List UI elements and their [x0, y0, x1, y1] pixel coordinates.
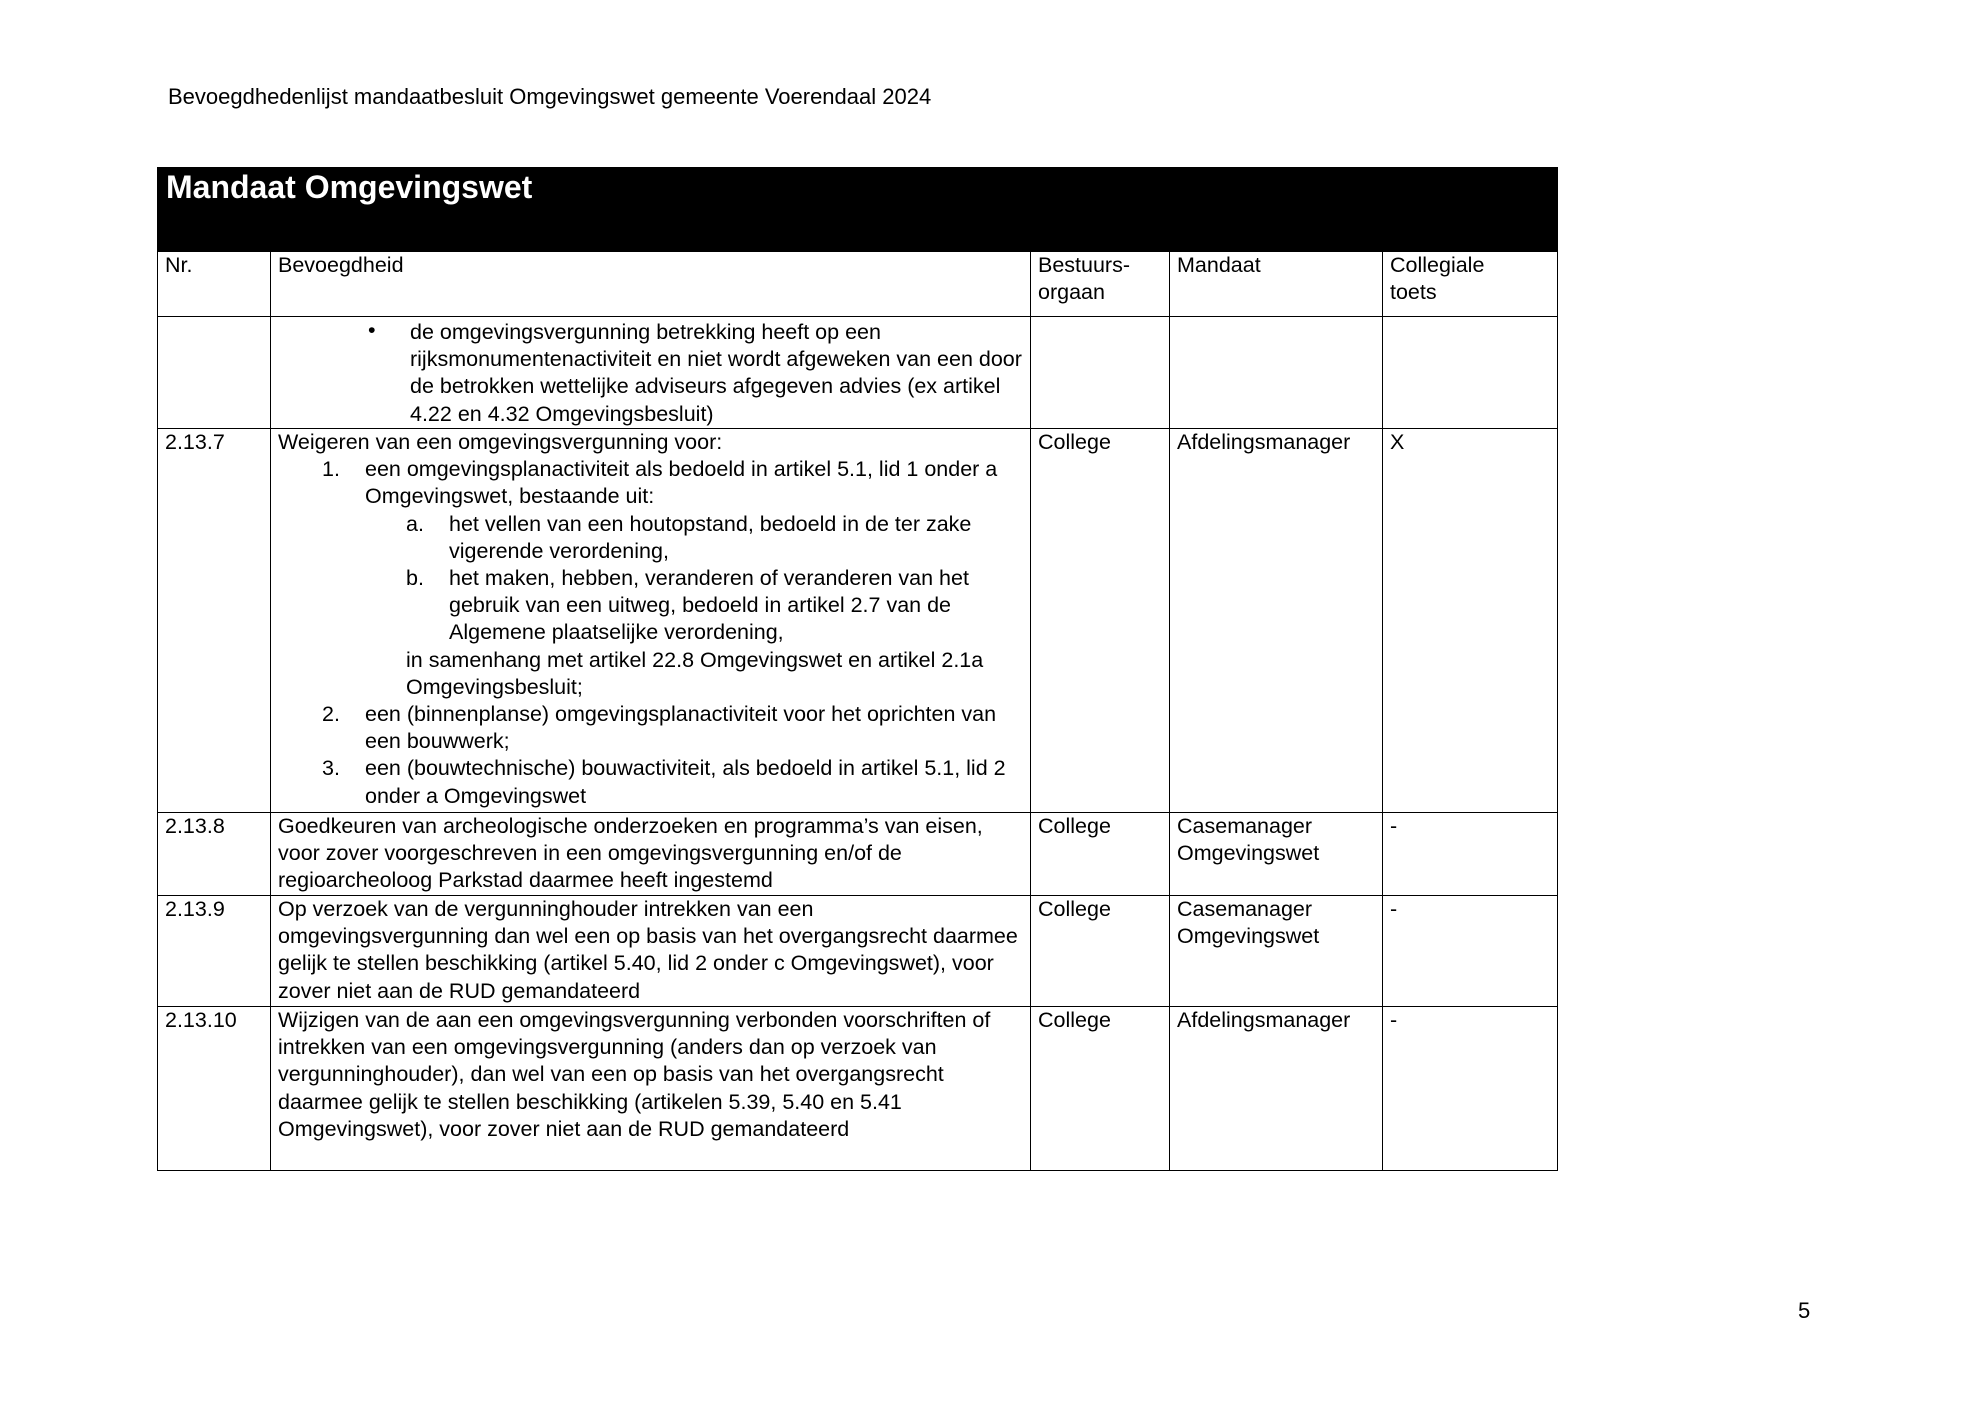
list-marker: 2. — [322, 702, 340, 727]
list-item — [322, 456, 1024, 701]
row-bevoegdheid — [271, 429, 1031, 813]
running-header: Bevoegdhedenlijst mandaatbesluit Omgevingswet gemeente Voerendaal 2024 — [168, 84, 932, 109]
list-item-text: een omgevingsplanactiviteit als bedoeld in artikel 5.1, lid 1 onder a Omgevingswet, bestaande uit: — [365, 457, 998, 509]
row-mandaat: Casemanager Omgevingswet — [1170, 813, 1383, 896]
bullet-item: • de omgevingsvergunning betrekking heeft op een rijksmonumentenactiviteit en niet wordt afgeweken van een door de betrokken wettelijke adviseurs afgegeven advies (ex artikel 4.22 en 4.32 Omgevingsbesluit) — [410, 317, 1024, 428]
page-number: 5 — [1798, 1298, 1811, 1323]
row-mandaat: Afdelingsmanager — [1170, 1007, 1383, 1171]
row-toets — [1383, 317, 1558, 429]
row-nr — [158, 317, 271, 429]
row-mandaat: Afdelingsmanager — [1170, 429, 1383, 813]
table-title: Mandaat Omgevingswet — [158, 168, 1558, 252]
row-intro: Weigeren van een omgevingsvergunning voor: — [278, 430, 723, 454]
table-header-row — [158, 252, 1558, 317]
numbered-list — [278, 456, 1024, 810]
list-joiner-text: in samenhang met artikel 22.8 Omgevingswet en artikel 2.1a Omgevingsbesluit; — [406, 647, 984, 699]
row-nr: 2.13.7 — [158, 429, 271, 813]
column-header-bevoegdheid: Bevoegdheid — [271, 252, 1031, 317]
row-mandaat: Casemanager Omgevingswet — [1170, 896, 1383, 1007]
row-bevoegdheid: Wijzigen van de aan een omgevingsvergunning verbonden voorschriften of intrekken van een omgevingsvergunning (anders dan op verzoek van vergunninghouder), dan wel van een op basis van het overgangsrecht daarmee gelijk te stellen beschikking (artikelen 5.39, 5.40 en 5.41 Omgevingswet), voor zover niet aan de RUD gemandateerd — [271, 1007, 1031, 1171]
row-nr: 2.13.10 — [158, 1007, 271, 1171]
column-header-mandaat: Mandaat — [1170, 252, 1383, 317]
row-orgaan: College — [1031, 896, 1170, 1007]
mandate-table — [157, 167, 1557, 1171]
list-item-text: een (binnenplanse) omgevingsplanactiviteit voor het oprichten van een bouwwerk; — [365, 702, 997, 754]
list-marker: 1. — [322, 457, 340, 482]
list-item — [406, 565, 1024, 647]
table-row — [158, 1007, 1558, 1171]
row-bevoegdheid: Goedkeuren van archeologische onderzoeken en programma’s van eisen, voor zover voorgeschreven in een omgevingsvergunning en/of de regioarcheoloog Parkstad daarmee heeft ingestemd — [271, 813, 1031, 896]
row-nr: 2.13.8 — [158, 813, 271, 896]
row-toets: - — [1383, 1007, 1558, 1171]
bullet-list — [278, 317, 1024, 428]
row-bevoegdheid: Op verzoek van de vergunninghouder intrekken van een omgevingsvergunning dan wel een op basis van het overgangsrecht daarmee gelijk te stellen beschikking (artikel 5.40, lid 2 onder c Omgevingswet), voor zover niet aan de RUD gemandateerd — [271, 896, 1031, 1007]
list-item — [322, 755, 1024, 809]
row-toets: - — [1383, 896, 1558, 1007]
list-item-text: het maken, hebben, veranderen of veranderen van het gebruik van een uitweg, bedoeld in artikel 2.7 van de Algemene plaatselijke verordening, — [449, 566, 969, 645]
list-marker: 3. — [322, 756, 340, 781]
table-title-row — [158, 168, 1558, 252]
column-header-collegiale-toets: Collegiale toets — [1383, 252, 1558, 317]
row-orgaan: College — [1031, 1007, 1170, 1171]
table-row — [158, 813, 1558, 896]
column-header-nr: Nr. — [158, 252, 271, 317]
table-row — [158, 896, 1558, 1007]
row-mandaat — [1170, 317, 1383, 429]
lettered-list — [278, 511, 1024, 647]
list-item — [406, 511, 1024, 565]
table-row — [158, 429, 1558, 813]
row-toets: X — [1383, 429, 1558, 813]
list-item-text: het vellen van een houtopstand, bedoeld in de ter zake vigerende verordening, — [449, 511, 972, 563]
list-marker: a. — [406, 511, 424, 536]
list-marker: b. — [406, 566, 424, 591]
column-header-bestuursorgaan: Bestuurs- orgaan — [1031, 252, 1170, 317]
row-orgaan — [1031, 317, 1170, 429]
row-orgaan: College — [1031, 429, 1170, 813]
row-bevoegdheid — [271, 317, 1031, 429]
list-item — [322, 701, 1024, 755]
table-row — [158, 317, 1558, 429]
row-orgaan: College — [1031, 813, 1170, 896]
list-item-text: een (bouwtechnische) bouwactiviteit, als bedoeld in artikel 5.1, lid 2 onder a Omgevingswet — [365, 756, 1006, 808]
row-nr: 2.13.9 — [158, 896, 271, 1007]
row-toets: - — [1383, 813, 1558, 896]
